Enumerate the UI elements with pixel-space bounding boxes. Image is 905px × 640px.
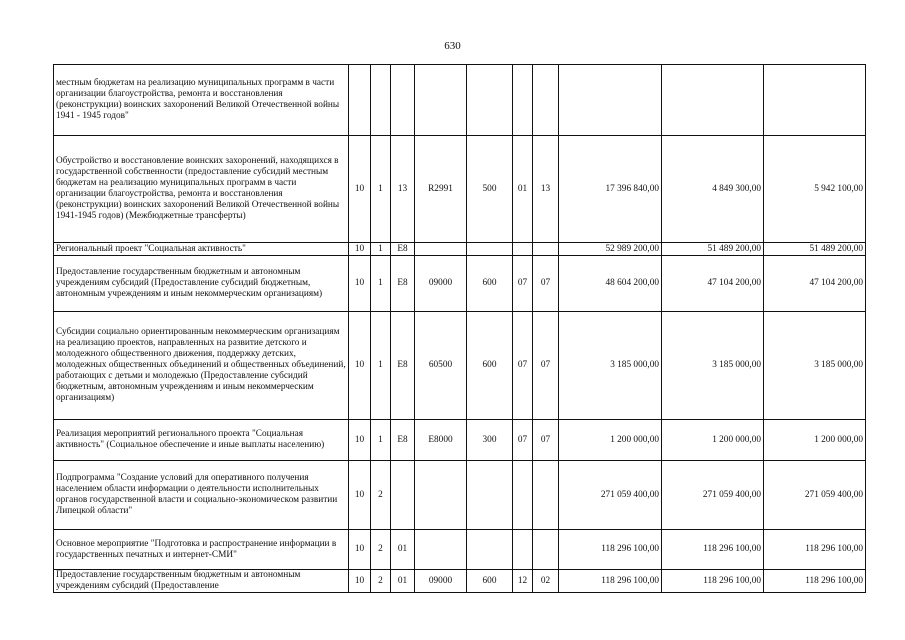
row-value-3: 5 942 100,00 <box>764 136 866 243</box>
row-value-3: 47 104 200,00 <box>764 256 866 312</box>
row-value-2: 271 059 400,00 <box>662 461 764 530</box>
row-code-3: 01 <box>391 570 415 593</box>
row-code-2: 1 <box>371 243 391 256</box>
budget-table <box>53 64 866 593</box>
row-description: Предоставление государственным бюджетным и автономным учреждениям субсидий (Предоставление <box>54 570 349 593</box>
row-description: Региональный проект "Социальная активность" <box>54 243 349 256</box>
row-value-3: 1 200 000,00 <box>764 420 866 461</box>
row-code-2: 1 <box>371 420 391 461</box>
row-expense-type <box>467 461 513 530</box>
row-code-2 <box>371 65 391 136</box>
row-value-1: 271 059 400,00 <box>559 461 662 530</box>
row-value-2: 1 200 000,00 <box>662 420 764 461</box>
row-description: Подпрограмма "Создание условий для оперативного получения населением области информации о деятельности исполнительных органов государственной власти и социально-экономическом развитии Липецкой области" <box>54 461 349 530</box>
row-value-2: 3 185 000,00 <box>662 312 764 420</box>
row-expense-type: 300 <box>467 420 513 461</box>
row-expense-type: 600 <box>467 312 513 420</box>
row-value-2: 4 849 300,00 <box>662 136 764 243</box>
row-subsection <box>533 461 559 530</box>
row-value-1: 1 200 000,00 <box>559 420 662 461</box>
row-target-code: 09000 <box>415 570 467 593</box>
row-section <box>513 461 533 530</box>
row-code-2: 1 <box>371 312 391 420</box>
row-target-code: 09000 <box>415 256 467 312</box>
row-code-2: 2 <box>371 570 391 593</box>
row-code-1: 10 <box>349 256 371 312</box>
row-value-3: 271 059 400,00 <box>764 461 866 530</box>
row-value-3: 118 296 100,00 <box>764 530 866 570</box>
row-code-1: 10 <box>349 136 371 243</box>
row-target-code: E8000 <box>415 420 467 461</box>
row-description: Обустройство и восстановление воинских захоронений, находящихся в государственной собственности (предоставление субсидий местным бюджетам на реализацию муниципальных программ в части организации благоустройства, ремонта и восстановления (реконструкции) воинских захоронений Великой Отечественной войны 1941-1945 годов) (Межбюджетные трансферты) <box>54 136 349 243</box>
row-value-3: 51 489 200,00 <box>764 243 866 256</box>
row-target-code <box>415 65 467 136</box>
row-value-2: 118 296 100,00 <box>662 570 764 593</box>
row-value-1: 118 296 100,00 <box>559 570 662 593</box>
row-value-3: 118 296 100,00 <box>764 570 866 593</box>
row-code-3 <box>391 461 415 530</box>
table-row <box>54 312 866 420</box>
row-subsection <box>533 530 559 570</box>
table-row <box>54 570 866 593</box>
row-target-code: 60500 <box>415 312 467 420</box>
row-code-1 <box>349 65 371 136</box>
row-code-3: E8 <box>391 420 415 461</box>
row-subsection: 07 <box>533 312 559 420</box>
row-code-3: 01 <box>391 530 415 570</box>
table-row <box>54 243 866 256</box>
row-code-3: E8 <box>391 256 415 312</box>
row-value-1: 118 296 100,00 <box>559 530 662 570</box>
row-value-2 <box>662 65 764 136</box>
row-code-1: 10 <box>349 530 371 570</box>
row-value-2: 51 489 200,00 <box>662 243 764 256</box>
row-code-3 <box>391 65 415 136</box>
row-section: 12 <box>513 570 533 593</box>
row-description: Реализация мероприятий регионального проекта "Социальная активность" (Социальное обеспечение и иные выплаты населению) <box>54 420 349 461</box>
row-expense-type <box>467 530 513 570</box>
table-row <box>54 461 866 530</box>
row-target-code <box>415 243 467 256</box>
row-expense-type <box>467 65 513 136</box>
page-number: 630 <box>444 40 461 52</box>
row-value-3: 3 185 000,00 <box>764 312 866 420</box>
row-code-3: E8 <box>391 243 415 256</box>
row-code-2: 2 <box>371 530 391 570</box>
row-section <box>513 65 533 136</box>
row-subsection: 02 <box>533 570 559 593</box>
row-expense-type: 600 <box>467 256 513 312</box>
row-code-1: 10 <box>349 312 371 420</box>
row-expense-type: 600 <box>467 570 513 593</box>
row-code-3: 13 <box>391 136 415 243</box>
row-section <box>513 243 533 256</box>
row-target-code <box>415 461 467 530</box>
row-subsection <box>533 243 559 256</box>
row-code-1: 10 <box>349 570 371 593</box>
row-value-1 <box>559 65 662 136</box>
row-section <box>513 530 533 570</box>
row-code-1: 10 <box>349 243 371 256</box>
row-value-2: 47 104 200,00 <box>662 256 764 312</box>
table-row <box>54 256 866 312</box>
row-description: Субсидии социально ориентированным некоммерческим организациям на реализацию проектов, направленных на развитие детского и молодежного общественного движения, поддержку детских, молодежных общественных объединений и общественных объединений, работающих с детьми и молодежью (Предоставление субсидий бюджетным, автономным учреждениям и иным некоммерческим организациям) <box>54 312 349 420</box>
row-code-2: 1 <box>371 136 391 243</box>
row-section: 07 <box>513 420 533 461</box>
row-code-2: 1 <box>371 256 391 312</box>
row-description: Предоставление государственным бюджетным и автономным учреждениям субсидий (Предоставление субсидий бюджетным, автономным учреждениям и иным некоммерческим организациям) <box>54 256 349 312</box>
row-subsection: 07 <box>533 420 559 461</box>
row-value-1: 3 185 000,00 <box>559 312 662 420</box>
row-subsection: 07 <box>533 256 559 312</box>
row-value-2: 118 296 100,00 <box>662 530 764 570</box>
row-target-code: R2991 <box>415 136 467 243</box>
row-value-1: 48 604 200,00 <box>559 256 662 312</box>
row-subsection: 13 <box>533 136 559 243</box>
row-description: местным бюджетам на реализацию муниципальных программ в части организации благоустройства, ремонта и восстановления (реконструкции) воинских захоронений Великой Отечественной войны 1941 - 1945 годов" <box>54 65 349 136</box>
row-code-2: 2 <box>371 461 391 530</box>
row-target-code <box>415 530 467 570</box>
row-subsection <box>533 65 559 136</box>
table-row <box>54 136 866 243</box>
row-value-1: 52 989 200,00 <box>559 243 662 256</box>
table-row <box>54 420 866 461</box>
row-expense-type <box>467 243 513 256</box>
table-row <box>54 530 866 570</box>
row-value-1: 17 396 840,00 <box>559 136 662 243</box>
row-description: Основное мероприятие "Подготовка и распространение информации в государственных печатных и интернет-СМИ" <box>54 530 349 570</box>
row-code-3: E8 <box>391 312 415 420</box>
row-section: 07 <box>513 256 533 312</box>
row-value-3 <box>764 65 866 136</box>
table-row <box>54 65 866 136</box>
row-expense-type: 500 <box>467 136 513 243</box>
row-section: 01 <box>513 136 533 243</box>
row-code-1: 10 <box>349 461 371 530</box>
row-section: 07 <box>513 312 533 420</box>
row-code-1: 10 <box>349 420 371 461</box>
